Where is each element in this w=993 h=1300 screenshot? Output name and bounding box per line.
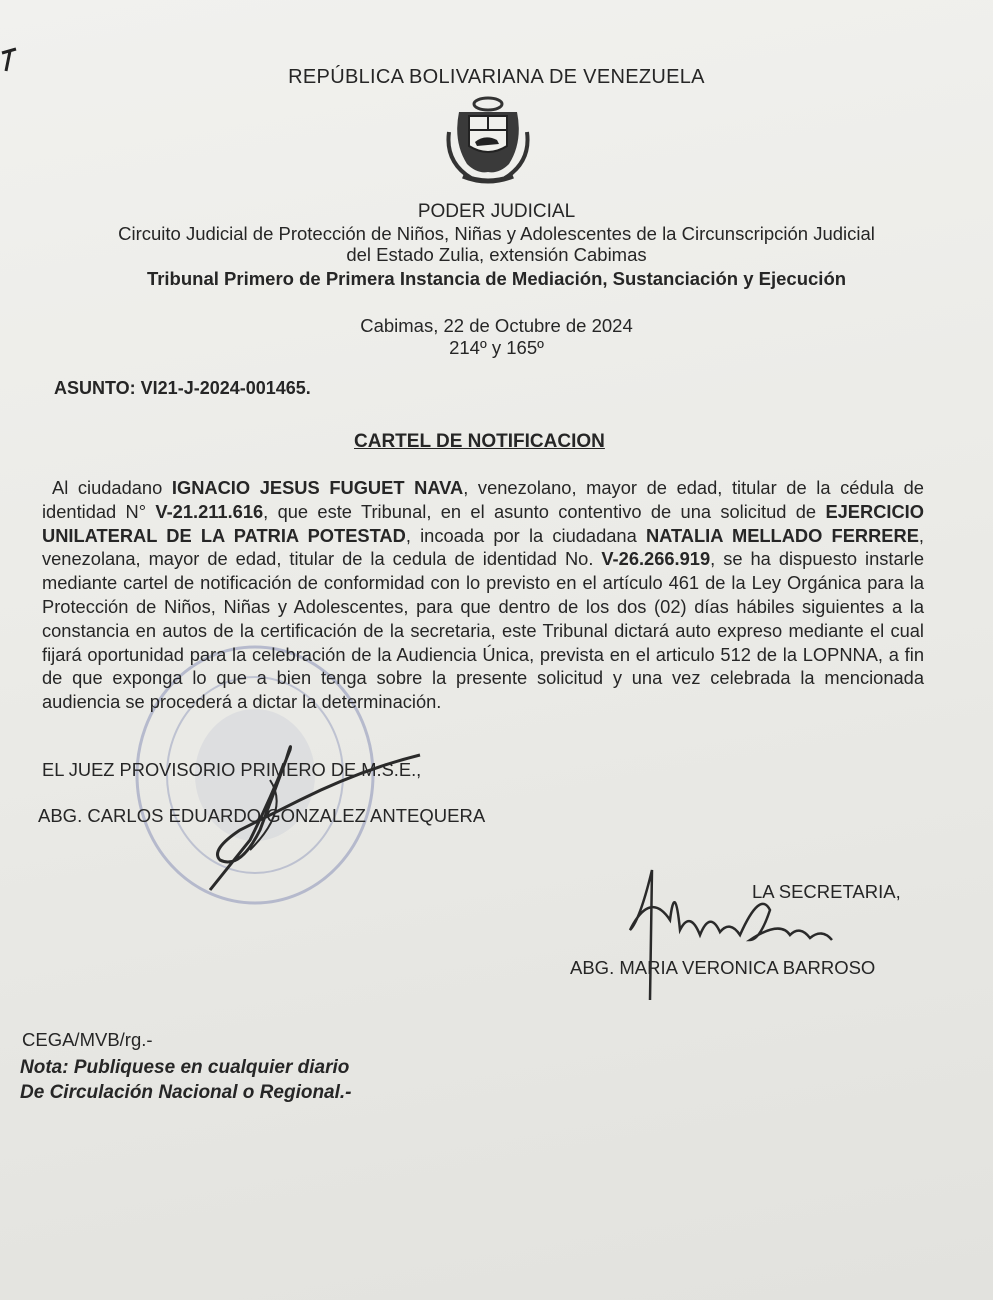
secretary-signature — [610, 850, 860, 1010]
judge-signature — [180, 720, 440, 900]
years: 214º y 165º — [449, 337, 544, 358]
secretary-name: ABG. MARIA VERONICA BARROSO — [570, 957, 876, 978]
notified-person: IGNACIO JESUS FUGUET NAVA — [171, 477, 464, 498]
judge-title: EL JUEZ PROVISORIO PRIMERO DE M.S.E., — [42, 759, 422, 780]
republic-heading: REPÚBLICA BOLIVARIANA DE VENEZUELA — [288, 66, 705, 88]
reference-initials: CEGA/MVB/rg.- — [22, 1029, 153, 1050]
coat-of-arms-icon — [441, 92, 535, 184]
case-number: ASUNTO: VI21-J-2024-001465. — [54, 378, 311, 398]
place-date: Cabimas, 22 de Octubre de 2024 — [360, 315, 633, 336]
judge-name: ABG. CARLOS EDUARDO GONZALEZ ANTEQUERA — [38, 805, 486, 826]
branch-heading: PODER JUDICIAL — [417, 201, 576, 222]
tribunal-heading: Tribunal Primero de Primera Instancia de Mediación, Sustanciación y Ejecución — [146, 268, 847, 289]
applicant-id: V-26.266.919 — [601, 548, 711, 570]
publication-note — [20, 1055, 352, 1105]
circuit-line-1: Circuito Judicial de Protección de Niños, Niñas y Adolescentes de la Circunscripción Judicial — [118, 223, 875, 244]
body-text-5: , venezolana, mayor de edad, titular de la cedula de identidad No. — [42, 524, 924, 570]
body-text-2: , venezolano, mayor de edad, titular de la cédula de identidad N° — [42, 477, 924, 522]
circuit-heading — [0, 223, 993, 265]
note-line-2: De Circulación Nacional o Regional.- — [20, 1082, 352, 1103]
date-block — [0, 315, 993, 359]
circuit-line-2: del Estado Zulia, extensión Cabimas — [346, 244, 647, 265]
body-text-1: Al ciudadano — [52, 477, 172, 498]
secretary-title: LA SECRETARIA, — [752, 881, 901, 902]
notification-body — [42, 476, 924, 714]
case-matter: EJERCICIO UNILATERAL DE LA PATRIA POTESTAD — [42, 500, 924, 546]
applicant-name: NATALIA MELLADO FERRERE — [645, 524, 919, 546]
body-text-4: , incoada por la ciudadana — [405, 524, 646, 546]
body-text-3: , que este Tribunal, en el asunto contentivo de una solicitud de — [263, 500, 826, 522]
document-title: CARTEL DE NOTIFICACION — [354, 431, 605, 452]
note-line-1: Nota: Publiquese en cualquier diario — [20, 1057, 350, 1078]
notified-id: V-21.211.616 — [155, 500, 264, 522]
body-text-6: , se ha dispuesto instarle mediante cartel de notificación de conformidad con lo previsto en el artículo 461 de la Ley Orgánica para la Protección de Niños, Niñas y Adolescentes, para que dentro de los dos (02) días hábiles siguientes a la constancia en autos de la certificación de la secretaria, este Tribunal dictará auto expreso mediante el cual fijará oportunidad para la celebración de la Audiencia Única, prevista en el articulo 512 de la LOPNNA, a fin de que exponga lo que a bien tenga sobre la presente solicitud y una vez celebrada la mencionada audiencia se procederá a dictar la determinación. — [42, 548, 924, 713]
